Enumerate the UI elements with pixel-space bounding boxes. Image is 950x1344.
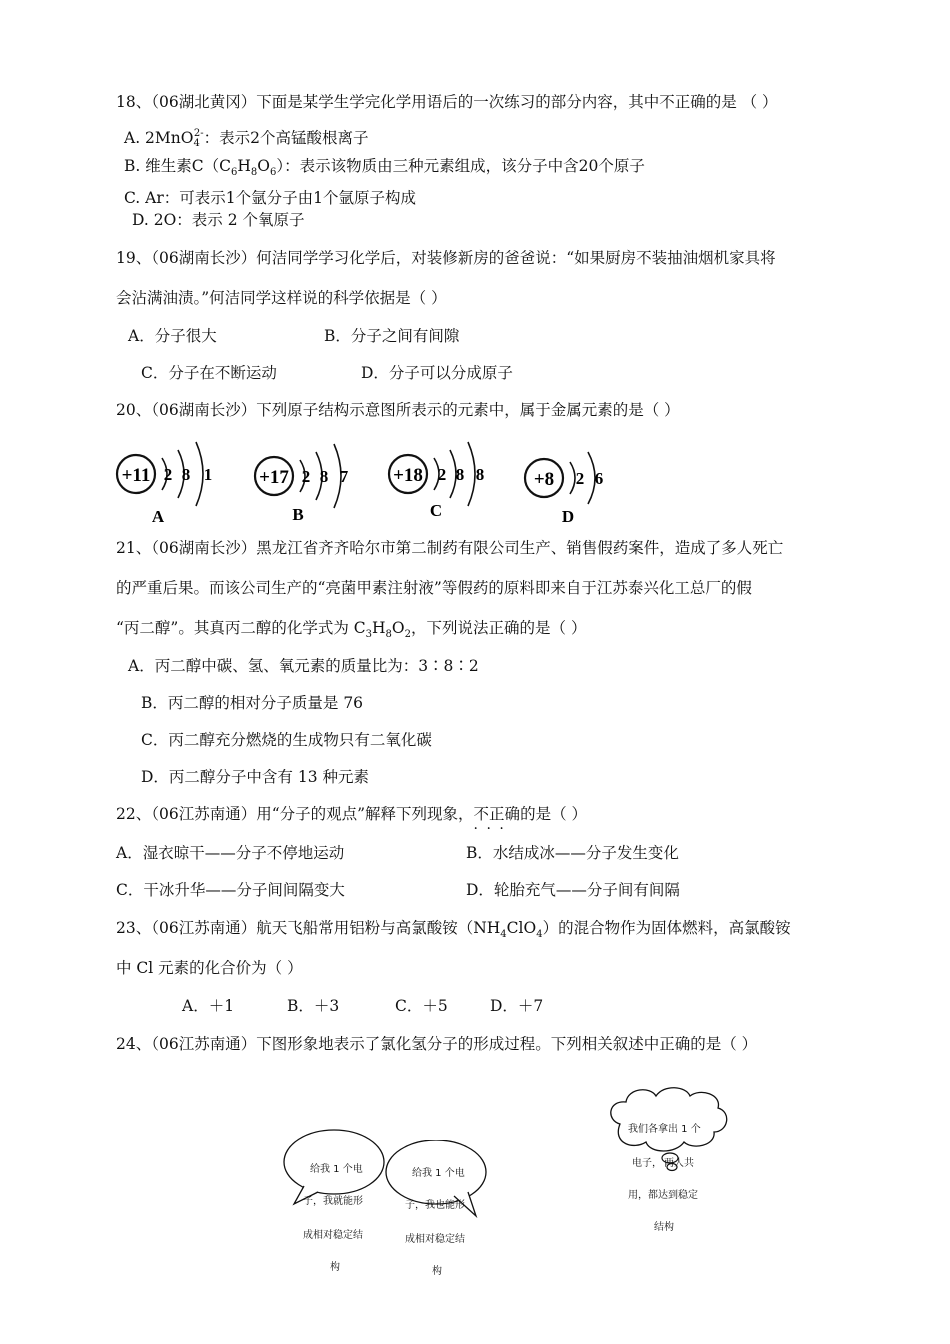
q19-stem-line2: 会沾满油渍。”何洁同学这样说的科学依据是（ ） [116,289,447,307]
bubble-middle-text-1: 给我 1 个电 [412,1168,465,1179]
nucleus-charge: +11 [121,465,151,486]
q22-option-d: D．轮胎充气——分子间有间隔 [466,881,680,899]
q21-stem-line2: 的严重后果。而该公司生产的“亮菌甲素注射液”等假药的原料即来自于江苏泰兴化工总厂的假 [116,579,752,597]
shell-count: 8 [181,465,191,484]
bubble-middle-text-4: 构 [432,1266,442,1277]
q21-stem-line3: “丙二醇”。其真丙二醇的化学式为 $C_3H_8O_2$，下列说法正确的是（ ） [116,619,587,641]
shell-count: 2 [437,465,447,484]
q19-option-a: A．分子很大 [128,327,217,345]
q18-option-b: B. 维生素$C(C_6H_8O_6)$：表示该物质由三种元素组成，该分子中含20个原子 [124,157,645,179]
q22-stem: 22、（06江苏南通）用“分子的观点”解释下列现象，不正确 · · ·的是（ ） [116,804,587,824]
option-label: C [429,501,443,520]
nucleus-charge: +8 [533,469,555,490]
atom-diagram-a [114,438,224,532]
cloud-text-4: 用，都达到稳定 [628,1190,698,1201]
shell-count: 8 [455,465,465,484]
q21-option-c: C．丙二醇充分燃烧的生成物只有二氧化碳 [141,731,432,749]
bubble-middle-text-2: 子，我也能形 [405,1200,465,1211]
q23-stem-line1: 23、（06江苏南通）航天飞船常用铝粉与高氯酸铵$(NH_4ClO_4)$的混合物作为固体燃料，高氯酸铵 [116,919,791,941]
q21-option-a: A．丙二醇中碳、氢、氧元素的质量比为：3∶8∶2 [128,657,479,675]
bubble-middle-text-3: 成相对稳定结 [405,1234,465,1245]
q21-option-d: D．丙二醇分子中含有 13 种元素 [141,768,370,786]
bubble-left-text-2: 子，我就能形 [303,1196,363,1207]
cloud-text-1: 我们各拿出 1 个 [628,1124,701,1135]
q18-option-c: C. Ar：可表示1个氩分子由1个氩原子构成 [124,189,416,207]
bubble-left-text-1: 给我 1 个电 [310,1164,363,1175]
cloud-text-2: 电子， [632,1158,662,1169]
q23-option-c: C．＋5 [395,997,448,1015]
q18-stem: 18、（06湖北黄冈）下面是某学生学完化学用语后的一次练习的部分内容，其中不正确的是 （ ） [116,93,778,111]
q23-stem-line2: 中 Cl 元素的化合价为（ ） [116,959,303,977]
q18-option-a: A. 2MnO$_4^{2-}$：表示2个高锰酸根离子 [124,128,369,149]
shell-count: 7 [339,467,349,486]
shell-arc [468,442,475,506]
atom-diagram-d [522,442,622,536]
atom-diagram-c [386,438,496,532]
q19-stem-line1: 19、（06湖南长沙）何洁同学学习化学后，对装修新房的爸爸说：“如果厨房不装抽油烟机家具将 [116,249,776,267]
cloud-text-3: 两人共 [664,1158,694,1169]
bubble-left-text-4: 构 [330,1262,340,1273]
q20-stem: 20、（06湖南长沙）下列原子结构示意图所表示的元素中，属于金属元素的是（ ） [116,401,680,419]
q21-stem-line1: 21、（06湖南长沙）黑龙江省齐齐哈尔市第二制药有限公司生产、销售假药案件，造成了多人死亡 [116,539,784,557]
q22-option-a: A．湿衣晾干——分子不停地运动 [116,844,345,862]
atom-diagram-b [252,440,362,534]
q22-option-b: B．水结成冰——分子发生变化 [466,844,679,862]
speech-bubble-middle [384,1140,488,1224]
q23-option-b: B．＋3 [287,997,340,1015]
shell-arc [196,442,203,506]
shell-count: 6 [594,469,604,488]
option-label: D [561,507,575,526]
shell-count: 2 [301,467,311,486]
bubble-left-text-3: 成相对稳定结 [303,1230,363,1241]
q19-option-d: D．分子可以分成原子 [361,364,513,382]
q18-option-d: D. 2O：表示 2 个氧原子 [132,211,305,229]
q22-option-c: C．干冰升华——分子间间隔变大 [116,881,345,899]
q19-option-c: C．分子在不断运动 [141,364,277,382]
option-label: B [292,505,304,524]
shell-arc [570,462,575,494]
q21-option-b: B．丙二醇的相对分子质量是 76 [141,694,364,712]
q19-option-b: B．分子之间有间隙 [324,327,460,345]
shell-count: 2 [163,465,173,484]
shell-count: 8 [475,465,485,484]
emphasis-text: 不正确 · · · [474,805,521,823]
q23-option-d: D．＋7 [490,997,544,1015]
option-label: A [151,507,165,526]
q23-option-a: A．＋1 [182,997,235,1015]
cloud-text-5: 结构 [654,1222,674,1233]
shell-count: 1 [203,465,213,484]
q24-stem: 24、（06江苏南通）下图形象地表示了氯化氢分子的形成过程。下列相关叙述中正确的是（ ） [116,1035,758,1053]
shell-count: 2 [575,469,585,488]
nucleus-charge: +17 [259,467,289,488]
nucleus-charge: +18 [393,465,423,486]
shell-count: 8 [319,467,329,486]
